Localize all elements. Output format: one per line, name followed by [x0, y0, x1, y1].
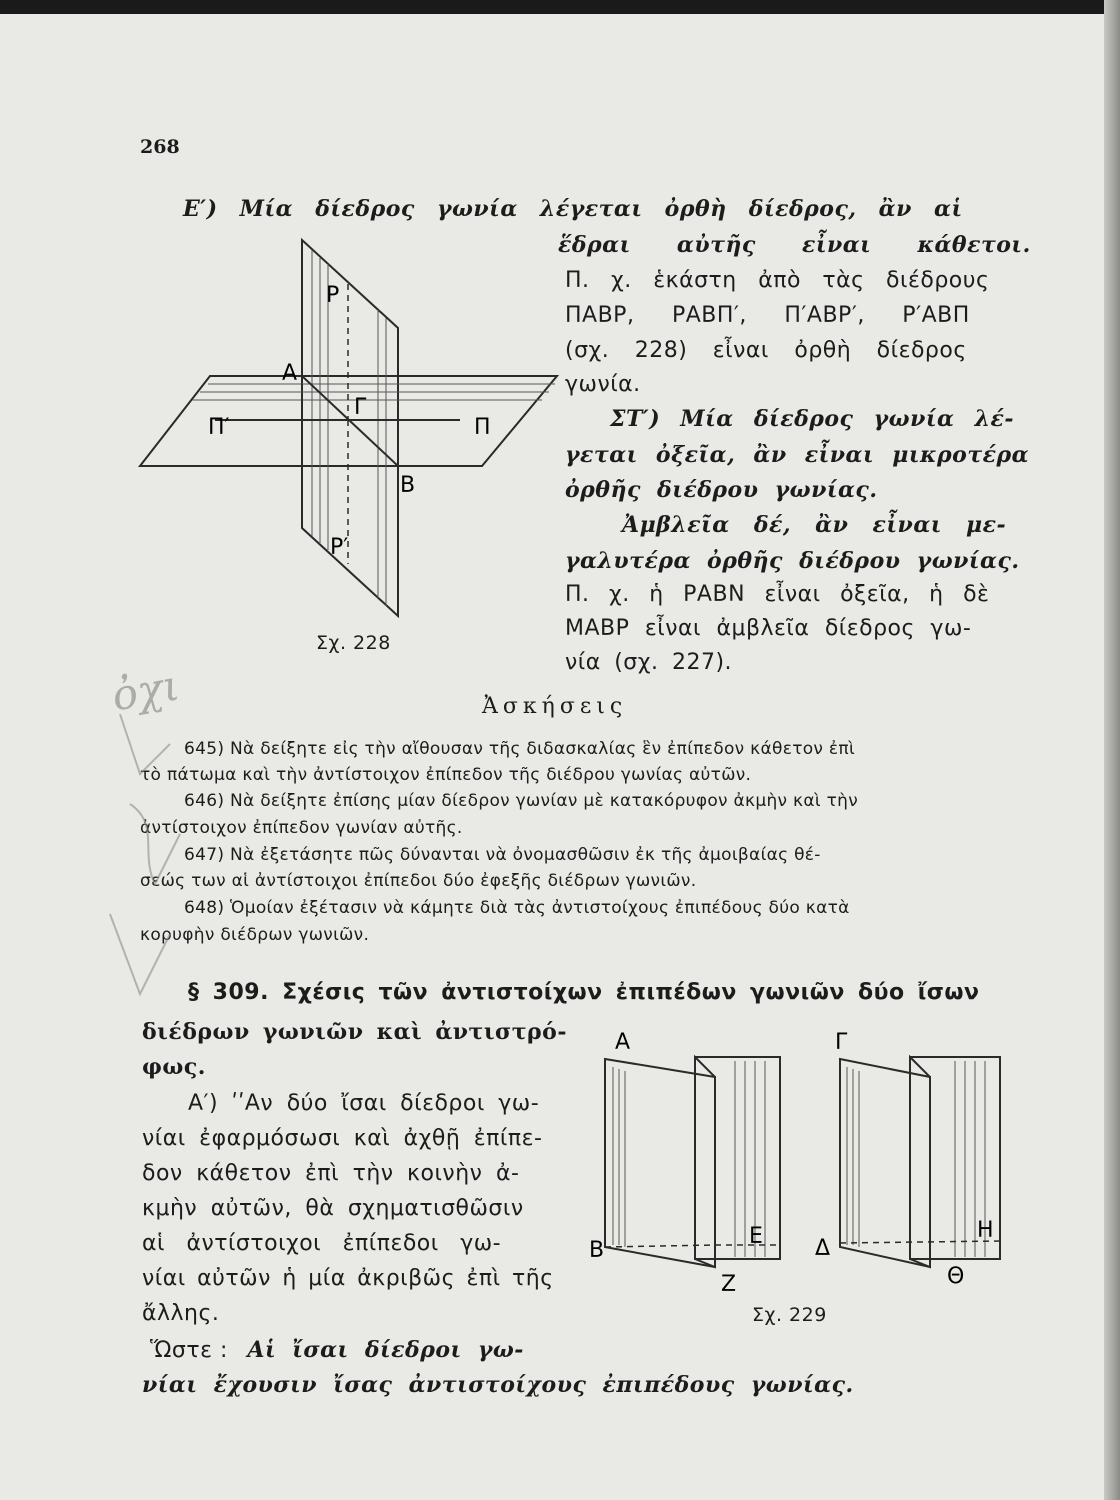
conclusion-italic: Αἱ ἴσαι δίεδροι γω- — [247, 1337, 524, 1363]
exercise-line-8: κορυφὴν διέδρων γωνιῶν. — [140, 925, 370, 945]
scan-border-top — [0, 0, 1120, 14]
exercise-line-4: ἀντίστοιχον ἐπίπεδον γωνίαν αὐτῆς. — [140, 818, 463, 838]
exercise-line-3: 646) Νὰ δείξητε ἐπίσης μίαν δίεδρον γωνίαν μὲ κατακόρυφον ἀκμὴν καὶ τὴν — [184, 791, 859, 811]
fig229-label-H: Η — [977, 1218, 994, 1243]
para-e-line-1 — [183, 196, 1028, 222]
para-st-line-4: Ἀμβλεῖα δέ, ἂν εἶναι με- — [622, 512, 1007, 538]
para-e-line-1-text: Ε′) Μία δίεδρος γωνία λέγεται ὀρθὴ δίεδρος, ἂν αἱ — [183, 196, 963, 222]
exercises-heading: Ἀσκήσεις — [482, 694, 628, 719]
exercise-line-2: τὸ πάτωμα καὶ τὴν ἀντίστοιχον ἐπίπεδον τῆς διέδρου γωνίας αὐτῶν. — [140, 765, 752, 785]
fig229-label-D: Δ — [815, 1236, 831, 1261]
margin-pencil-strokes — [100, 714, 220, 1014]
section-309-body-line-2: νίαι ἐφαρμόσωσι καὶ ἀχθῇ ἐπίπε- — [142, 1126, 543, 1151]
section-309-body-line-5: αἱ ἀντίστοιχοι ἐπίπεδοι γω- — [142, 1231, 502, 1256]
fig228-label-A: Α — [282, 361, 298, 386]
para-e-line-3: Π. χ. ἑκάστη ἀπὸ τὰς διέδρους — [565, 268, 990, 293]
section-309-title-line-2: διέδρων γωνιῶν καὶ ἀντιστρό- — [142, 1019, 567, 1045]
conclusion-prefix: Ὥστε : — [150, 1338, 228, 1363]
para-st-line-3: ὀρθῆς διέδρου γωνίας. — [565, 477, 878, 503]
para-st-line-2: γεται ὀξεῖα, ἂν εἶναι μικροτέρα — [565, 442, 1030, 468]
fig228-label-Pi: Π — [474, 415, 491, 440]
page-number: 268 — [140, 136, 180, 158]
section-309-conclusion-line-2: νίαι ἔχουσιν ἴσας ἀντιστοίχους ἐπιπέδους γωνίας. — [142, 1372, 854, 1398]
scan-border-right — [1104, 0, 1120, 1500]
sheet-left-front — [695, 1057, 715, 1267]
sheet-right-front — [910, 1057, 930, 1267]
fig228-label-P: Ρ — [326, 283, 340, 308]
fig229-label-A: Α — [615, 1030, 631, 1055]
para-e-line-5: (σχ. 228) εἶναι ὀρθὴ δίεδρος — [565, 338, 967, 363]
sheet-left-right — [695, 1057, 780, 1259]
para-e-line-4: ΠΑΒΡ, ΡΑΒΠ′, Π′ΑΒΡ′, Ρ′ΑΒΠ — [565, 303, 970, 328]
fig229-label-B: Β — [589, 1238, 605, 1263]
exercise-line-7: 648) Ὁμοίαν ἐξέτασιν νὰ κάμητε διὰ τὰς ἀντιστοίχους ἐπιπέδους δύο κατὰ — [184, 898, 850, 918]
section-309-title-line-1: § 309. Σχέσις τῶν ἀντιστοίχων ἐπιπέδων γωνιῶν δύο ἴσων — [188, 980, 980, 1005]
section-309-title-line-3: φως. — [142, 1054, 206, 1080]
fig228-label-B: Β — [400, 473, 416, 498]
fig229-label-E: Ε — [749, 1224, 763, 1249]
fig228-label-P-prime: Ρ′ — [330, 535, 349, 560]
fig228-label-G: Γ — [354, 395, 367, 420]
section-309-conclusion-line-1 — [150, 1337, 524, 1363]
para-st-line-5: γαλυτέρα ὀρθῆς διέδρου γωνίας. — [565, 548, 1020, 574]
exercise-line-5: 647) Νὰ ἐξετάσητε πῶς δύνανται νὰ ὀνομασθῶσιν ἐκ τῆς ἀμοιβαίας θέ- — [184, 845, 821, 865]
fig229-label-G: Γ — [835, 1030, 848, 1055]
para-st-line-1: ΣΤ′) Μία δίεδρος γωνία λέ- — [610, 406, 1015, 432]
para-st-line-8: νία (σχ. 227). — [565, 650, 733, 675]
para-st-line-6: Π. χ. ἡ ΡΑΒΝ εἶναι ὀξεῖα, ἡ δὲ — [565, 582, 990, 607]
exercise-line-6: σεώς των αἱ ἀντίστοιχοι ἐπίπεδοι δύο ἐφεξῆς διέδρων γωνιῶν. — [140, 871, 697, 891]
fig229-label-Z: Ζ — [721, 1272, 737, 1297]
section-309-body-line-6: νίαι αὐτῶν ἡ μία ἀκριβῶς ἐπὶ τῆς — [142, 1266, 554, 1291]
sheet-left-back — [605, 1059, 715, 1267]
section-309-body-line-1: Α′) ʹʹΑν δύο ἴσαι δίεδροι γω- — [188, 1091, 540, 1116]
margin-pencil-note — [108, 661, 183, 721]
book-page — [0, 14, 1104, 1500]
para-e-line-6: γωνία. — [565, 372, 641, 397]
figure-229-caption: Σχ. 229 — [752, 1304, 827, 1326]
section-309-body-line-7: ἄλλης. — [142, 1301, 220, 1326]
vertical-plane — [302, 240, 398, 616]
section-309-body-line-3: δον κάθετον ἐπὶ τὴν κοινὴν ἀ- — [142, 1161, 520, 1186]
fig228-label-Pi-prime: Π′ — [208, 415, 230, 440]
para-e-line-2: ἕδραι αὐτῆς εἶναι κάθετοι. — [558, 232, 1031, 258]
figure-228-drawing — [130, 224, 570, 644]
exercise-line-1: 645) Νὰ δείξητε εἰς τὴν αἴθουσαν τῆς διδασκαλίας ἓν ἐπίπεδον κάθετον ἐπὶ — [184, 739, 856, 759]
fig229-label-Th: Θ — [947, 1264, 965, 1289]
figure-228-caption: Σχ. 228 — [316, 632, 391, 654]
figure-229-drawing — [585, 1019, 1025, 1304]
section-309-body-line-4: κμὴν αὐτῶν, θὰ σχηματισθῶσιν — [142, 1196, 524, 1221]
margin-note-text: ὀχι — [108, 660, 183, 721]
para-st-line-7: ΜΑΒΡ εἶναι ἀμβλεῖα δίεδρος γω- — [565, 616, 972, 641]
